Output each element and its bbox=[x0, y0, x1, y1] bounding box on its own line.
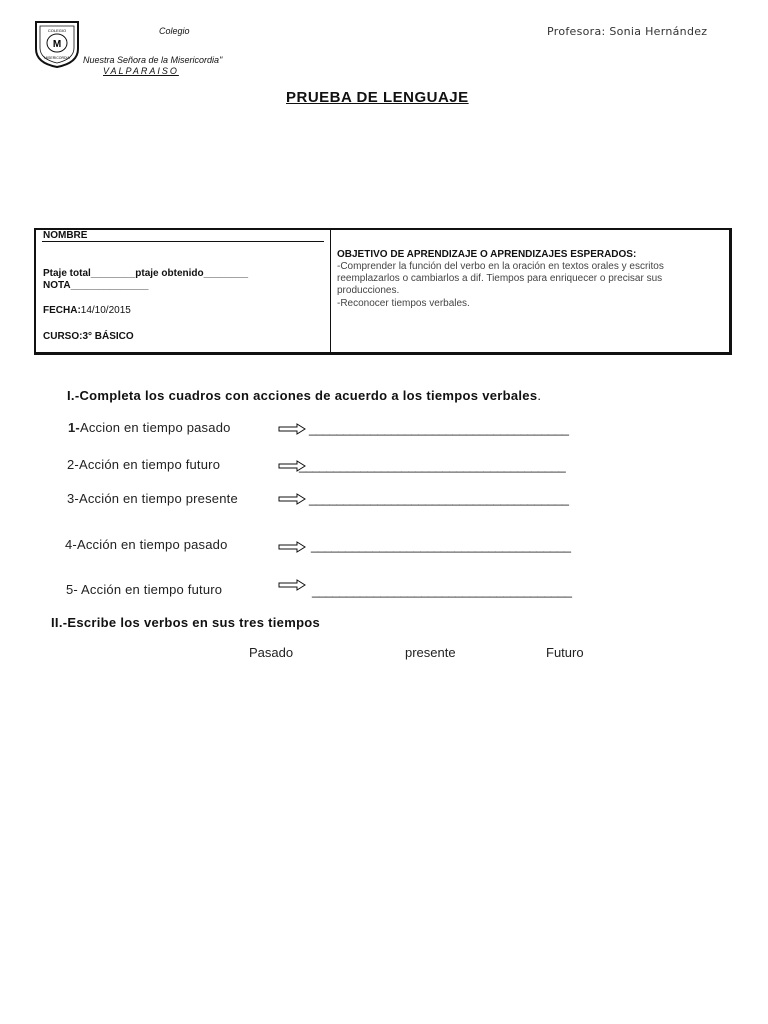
curso-label: CURSO: bbox=[43, 331, 83, 342]
item-1-answer-line[interactable]: ______________________________________ bbox=[309, 421, 569, 436]
column-futuro: Futuro bbox=[546, 645, 584, 660]
school-crest-icon bbox=[33, 19, 81, 69]
item-3-label: 3-Acción en tiempo presente bbox=[67, 491, 238, 506]
teacher-name: Profesora: Sonia Hernández bbox=[547, 25, 708, 38]
section-1-heading: I.-Completa los cuadros con acciones de acuerdo a los tiempos verbales. bbox=[67, 388, 542, 403]
fecha-field bbox=[43, 305, 131, 316]
item-5-label: 5- Acción en tiempo futuro bbox=[66, 582, 223, 597]
svg-text:M: M bbox=[52, 39, 62, 50]
svg-text:MISERICORDIA: MISERICORDIA bbox=[44, 56, 70, 60]
school-city: VALPARAISO bbox=[103, 66, 179, 76]
column-presente: presente bbox=[405, 645, 456, 660]
fecha-label: FECHA: bbox=[43, 305, 81, 316]
right-arrow-icon bbox=[278, 579, 306, 591]
item-2-label: 2-Acción en tiempo futuro bbox=[67, 457, 221, 472]
page-title: PRUEBA DE LENGUAJE bbox=[286, 89, 469, 106]
score-line[interactable]: Ptaje total________ptaje obtenido________ bbox=[43, 268, 249, 279]
objective-text-1: -Comprender la función del verbo en la oración en textos orales y escritos reemplazarlos o cambiarlos a dif. Tiempos para enriquecer o precisar sus producciones. bbox=[337, 261, 664, 296]
svg-text:COLEGIO: COLEGIO bbox=[47, 28, 67, 33]
right-arrow-icon bbox=[278, 541, 306, 553]
item-5-answer-line[interactable]: ______________________________________ bbox=[312, 583, 572, 598]
curso-value: 3° BÁSICO bbox=[82, 331, 134, 342]
item-1-label: 1-Accion en tiempo pasado bbox=[68, 420, 231, 435]
item-2-answer-line[interactable]: _______________________________________ bbox=[299, 458, 566, 473]
column-pasado: Pasado bbox=[249, 645, 294, 660]
section-2-heading: II.-Escribe los verbos en sus tres tiempos bbox=[51, 615, 321, 630]
name-label: NOMBRE bbox=[43, 230, 88, 241]
school-name: Nuestra Señora de la Misericordia" bbox=[83, 55, 223, 65]
objective-text-2: -Reconocer tiempos verbales. bbox=[337, 298, 470, 309]
right-arrow-icon bbox=[278, 423, 306, 435]
item-4-answer-line[interactable]: ______________________________________ bbox=[311, 538, 571, 553]
name-line[interactable] bbox=[42, 240, 324, 242]
item-4-label: 4-Acción en tiempo pasado bbox=[65, 537, 228, 552]
fecha-value: 14/10/2015 bbox=[80, 305, 131, 316]
school-label: Colegio bbox=[159, 26, 190, 36]
curso-field bbox=[43, 331, 134, 342]
item-3-answer-line[interactable]: ______________________________________ bbox=[309, 491, 569, 506]
table-divider bbox=[330, 229, 331, 354]
objective-heading: OBJETIVO DE APRENDIZAJE O APRENDIZAJES ESPERADOS: bbox=[337, 249, 637, 260]
right-arrow-icon bbox=[278, 493, 306, 505]
nota-line[interactable]: NOTA______________ bbox=[43, 280, 149, 291]
